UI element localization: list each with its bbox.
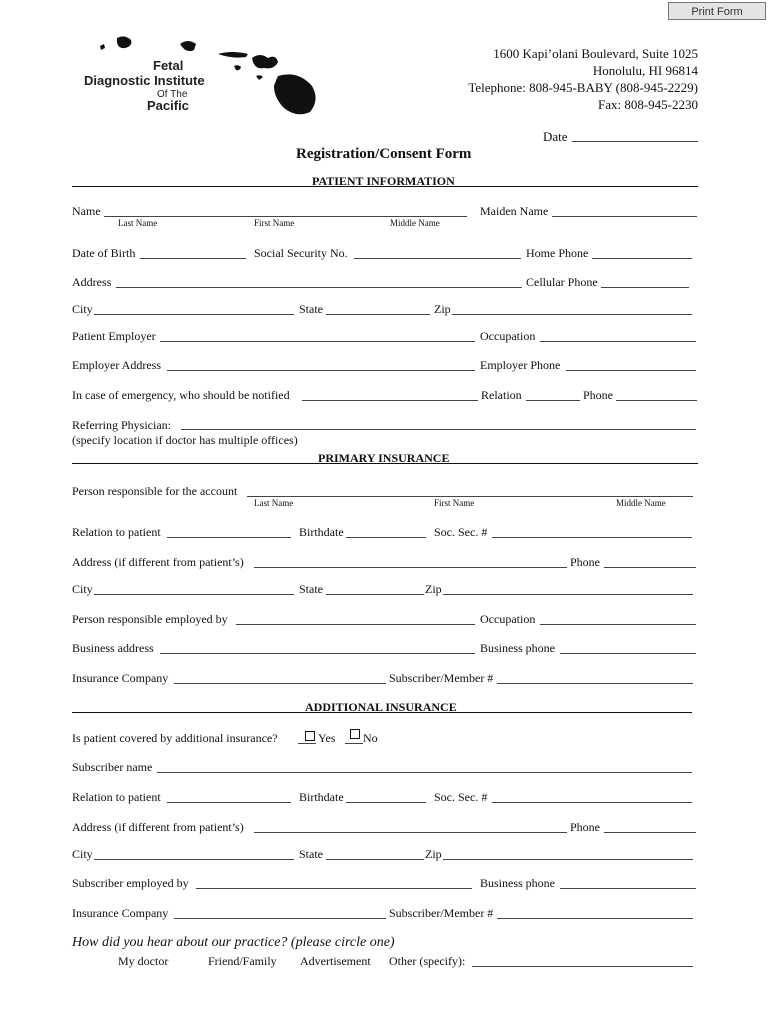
emergency-phone-label: Phone: [583, 388, 613, 402]
additional-birthdate-field[interactable]: [346, 802, 426, 803]
referring-note: (specify location if doctor has multiple offices): [72, 433, 298, 447]
responsible-label: Person responsible for the account: [72, 484, 238, 498]
additional-insurance-company-label: Insurance Company: [72, 906, 169, 920]
referral-option-other[interactable]: Other (specify):: [389, 954, 466, 968]
patient-info-heading: PATIENT INFORMATION: [312, 174, 455, 188]
clinic-city: Honolulu, HI 96814: [592, 63, 698, 78]
additional-covered-label: Is patient covered by additional insurance?: [72, 731, 278, 745]
island-kauai: [117, 36, 131, 48]
additional-state-label: State: [299, 847, 323, 861]
employer-phone-field[interactable]: [566, 370, 696, 371]
primary-employed-by-label: Person responsible employed by: [72, 612, 228, 626]
additional-city-field[interactable]: [94, 859, 294, 860]
primary-address-field[interactable]: [254, 567, 567, 568]
island-kahoolawe: [256, 75, 263, 80]
additional-zip-label: Zip: [425, 847, 442, 861]
primary-insurance-company-label: Insurance Company: [72, 671, 169, 685]
responsible-field[interactable]: [247, 496, 693, 497]
primary-subscriber-label: Subscriber/Member #: [389, 671, 494, 685]
primary-phone-label: Phone: [570, 555, 600, 569]
clinic-street: 1600 Kapi’olani Boulevard, Suite 1025: [493, 46, 698, 61]
print-form-button[interactable]: Print Form: [668, 2, 766, 20]
additional-socsec-label: Soc. Sec. #: [434, 790, 488, 804]
clinic-telephone: Telephone: 808-945-BABY (808-945-2229): [468, 80, 698, 95]
occupation-label: Occupation: [480, 329, 536, 343]
additional-subscriber-label: Subscriber/Member #: [389, 906, 494, 920]
additional-insurance-company-field[interactable]: [174, 918, 386, 919]
clinic-fax: Fax: 808-945-2230: [597, 97, 698, 112]
primary-subscriber-field[interactable]: [497, 683, 693, 684]
additional-subscriber-field[interactable]: [497, 918, 693, 919]
yes-checkbox[interactable]: [305, 731, 315, 741]
employer-field[interactable]: [160, 341, 475, 342]
zip-field[interactable]: [452, 314, 692, 315]
emergency-field[interactable]: [302, 400, 478, 401]
primary-occupation-label: Occupation: [480, 612, 536, 626]
cell-phone-field[interactable]: [601, 287, 689, 288]
relation-field[interactable]: [526, 400, 580, 401]
primary-city-field[interactable]: [94, 594, 294, 595]
state-field[interactable]: [326, 314, 430, 315]
primary-address-label: Address (if different from patient’s): [72, 555, 244, 569]
employer-address-label: Employer Address: [72, 358, 161, 372]
logo-line-1: Fetal: [153, 58, 184, 73]
address-label: Address: [72, 275, 112, 289]
island-molokai: [218, 52, 248, 58]
home-phone-field[interactable]: [592, 258, 692, 259]
no-checkbox[interactable]: [350, 729, 360, 739]
island-oahu: [180, 41, 196, 51]
primary-birthdate-field[interactable]: [346, 537, 426, 538]
additional-phone-label: Phone: [570, 820, 600, 834]
logo-line-3: Of The: [157, 89, 188, 100]
island-lanai: [234, 65, 241, 70]
primary-city-label: City: [72, 582, 93, 596]
additional-state-field[interactable]: [326, 859, 424, 860]
additional-address-label: Address (if different from patient’s): [72, 820, 244, 834]
home-phone-label: Home Phone: [526, 246, 589, 260]
primary-employed-by-field[interactable]: [236, 624, 475, 625]
resp-middle-name-caption: Middle Name: [616, 498, 666, 508]
first-name-caption: First Name: [254, 218, 295, 228]
occupation-field[interactable]: [540, 341, 696, 342]
business-phone-field[interactable]: [560, 653, 696, 654]
primary-relation-label: Relation to patient: [72, 525, 161, 539]
date-label: Date: [543, 129, 568, 144]
logo-line-4: Pacific: [147, 98, 189, 113]
address-field[interactable]: [116, 287, 522, 288]
emergency-label: In case of emergency, who should be notified: [72, 388, 290, 402]
additional-insurance-heading: ADDITIONAL INSURANCE: [305, 700, 457, 714]
ssn-field[interactable]: [354, 258, 521, 259]
zip-label: Zip: [434, 302, 451, 316]
subscriber-employed-by-field[interactable]: [196, 888, 472, 889]
primary-occupation-field[interactable]: [540, 624, 696, 625]
name-field[interactable]: [104, 216, 467, 217]
island-big-island: [274, 74, 316, 114]
referral-question: How did you hear about our practice? (please circle one): [72, 935, 395, 950]
dob-label: Date of Birth: [72, 246, 136, 260]
primary-state-label: State: [299, 582, 323, 596]
primary-relation-field[interactable]: [167, 537, 291, 538]
employer-phone-label: Employer Phone: [480, 358, 561, 372]
additional-business-phone-label: Business phone: [480, 876, 555, 890]
logo-line-2: Diagnostic Institute: [84, 73, 205, 88]
referring-physician-field[interactable]: [181, 429, 696, 430]
primary-zip-field[interactable]: [443, 594, 693, 595]
city-field[interactable]: [94, 314, 294, 315]
additional-socsec-field[interactable]: [492, 802, 692, 803]
primary-phone-field[interactable]: [604, 567, 696, 568]
primary-birthdate-label: Birthdate: [299, 525, 344, 539]
last-name-caption: Last Name: [118, 218, 158, 228]
referral-other-field[interactable]: [472, 966, 693, 967]
subscriber-name-label: Subscriber name: [72, 760, 153, 774]
referral-option-friend-family[interactable]: Friend/Family: [208, 954, 277, 968]
maiden-name-label: Maiden Name: [480, 204, 549, 218]
additional-city-label: City: [72, 847, 93, 861]
primary-state-field[interactable]: [326, 594, 424, 595]
employer-address-field[interactable]: [167, 370, 475, 371]
city-label: City: [72, 302, 93, 316]
referring-physician-label: Referring Physician:: [72, 418, 171, 432]
business-phone-label: Business phone: [480, 641, 555, 655]
form-title: Registration/Consent Form: [296, 146, 472, 162]
primary-socsec-label: Soc. Sec. #: [434, 525, 488, 539]
island-maui: [252, 55, 278, 68]
subscriber-name-field[interactable]: [157, 772, 692, 773]
cell-phone-label: Cellular Phone: [526, 275, 598, 289]
additional-business-phone-field[interactable]: [560, 888, 696, 889]
referral-option-doctor[interactable]: My doctor: [118, 954, 169, 968]
island-niihau: [100, 44, 105, 50]
additional-zip-field[interactable]: [443, 859, 693, 860]
ssn-label: Social Security No.: [254, 246, 348, 260]
primary-insurance-heading: PRIMARY INSURANCE: [318, 451, 450, 465]
employer-label: Patient Employer: [72, 329, 156, 343]
emergency-phone-field[interactable]: [616, 400, 697, 401]
additional-relation-label: Relation to patient: [72, 790, 161, 804]
primary-zip-label: Zip: [425, 582, 442, 596]
additional-phone-field[interactable]: [604, 832, 696, 833]
name-label: Name: [72, 204, 101, 218]
yes-label: Yes: [318, 731, 336, 745]
date-field[interactable]: [572, 141, 698, 142]
subscriber-employed-by-label: Subscriber employed by: [72, 876, 189, 890]
primary-socsec-field[interactable]: [492, 537, 692, 538]
business-address-label: Business address: [72, 641, 154, 655]
no-label: No: [363, 731, 378, 745]
middle-name-caption: Middle Name: [390, 218, 440, 228]
additional-address-field[interactable]: [254, 832, 567, 833]
no-underline: [345, 743, 363, 744]
additional-birthdate-label: Birthdate: [299, 790, 344, 804]
yes-underline: [298, 743, 316, 744]
maiden-name-field[interactable]: [552, 216, 697, 217]
state-label: State: [299, 302, 323, 316]
resp-first-name-caption: First Name: [434, 498, 475, 508]
additional-relation-field[interactable]: [167, 802, 291, 803]
primary-insurance-company-field[interactable]: [174, 683, 386, 684]
relation-label: Relation: [481, 388, 522, 402]
resp-last-name-caption: Last Name: [254, 498, 294, 508]
referral-option-advertisement[interactable]: Advertisement: [300, 954, 371, 968]
business-address-field[interactable]: [160, 653, 475, 654]
dob-field[interactable]: [140, 258, 246, 259]
